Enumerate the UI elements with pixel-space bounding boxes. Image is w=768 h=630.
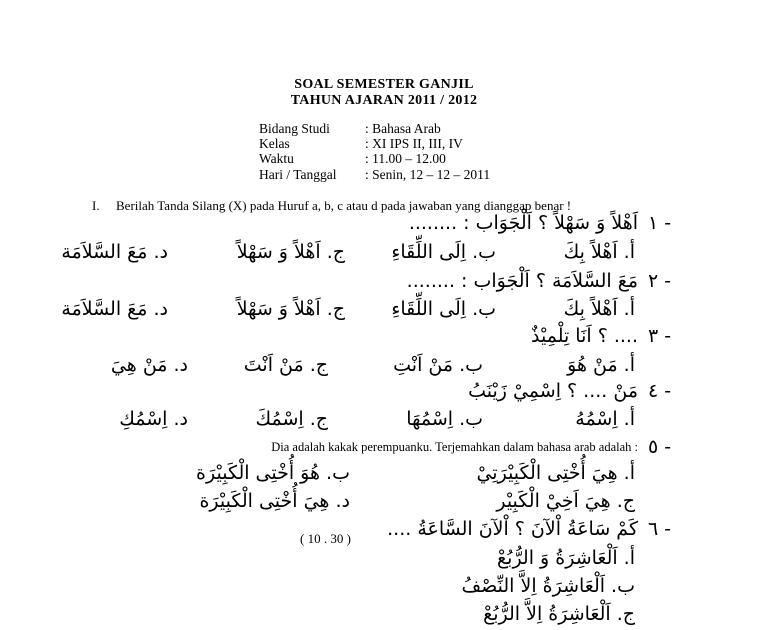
question-text: Dia adalah kakak perempuanku. Terjemahkan dalam bahasa arab adalah : <box>271 440 638 454</box>
document-title: SOAL SEMESTER GANJIL <box>294 77 474 92</box>
info-value: : Bahasa Arab <box>365 121 441 136</box>
document-subtitle: TAHUN AJARAN 2011 / 2012 <box>290 93 478 108</box>
option-a: أ. اَهْلاً بِكَ <box>563 298 635 320</box>
question-number: ١ - <box>648 212 672 234</box>
info-value: : XI IPS II, III, IV <box>365 136 463 152</box>
info-row <box>259 121 490 136</box>
option-c: ج. هِيَ اَخِيْ الْكَبِيْر <box>496 490 635 512</box>
option-d: د. مَنْ هِيَ <box>110 354 188 376</box>
question-text: اَهْلاً وَ سَهْلاً ؟ اَلْجَوَاب : ........ <box>408 212 638 234</box>
option-b: ب. اِسْمُهَا <box>406 408 483 430</box>
info-value: : Senin, 12 – 12 – 2011 <box>365 166 491 182</box>
question-text: مَنْ .... ؟ اِسْمِيْ زَيْنَبُ <box>468 380 638 402</box>
info-key: Hari / Tanggal <box>259 166 337 182</box>
option-b: ب. مَنْ اَنْتِ <box>393 354 483 376</box>
option-a: أ. اِسْمُهُ <box>575 408 635 430</box>
question-number: ٤ - <box>648 380 672 402</box>
option-d: د. هِيَ أُخْتِى الْكَبِيْرَة <box>199 490 350 512</box>
instruction-text: Berilah Tanda Silang (X) pada Huruf a, b, c atau d pada jawaban yang dianggap benar ! <box>116 198 572 213</box>
exam-info <box>259 121 490 182</box>
question-number: ٦ - <box>648 518 672 540</box>
info-row <box>259 167 490 182</box>
info-row <box>259 151 490 166</box>
question-number: ٢ - <box>648 270 672 292</box>
section-number: I. <box>92 198 100 213</box>
option-b: ب. اِلَى اللِّقَاءِ <box>391 298 496 320</box>
question-text: .... ؟ اَنَا تِلْمِيْذٌ <box>531 325 638 347</box>
option-d: د. مَعَ السَّلاَمَة <box>61 241 168 263</box>
option-c: ج. اِسْمُكَ <box>255 408 328 430</box>
question-number: ٥ - <box>648 436 672 458</box>
option-d: د. مَعَ السَّلاَمَة <box>61 298 168 320</box>
option-a: أ. مَنْ هُوَ <box>567 354 635 376</box>
option-c: ج. مَنْ اَنْتَ <box>243 354 328 376</box>
option-c: ج. اَلْعَاشِرَةُ اِلاَّ الرُّبُعْ <box>483 603 635 625</box>
option-a: أ. اَهْلاً بِكَ <box>563 241 635 263</box>
option-d: د. اِسْمُكِ <box>119 408 188 430</box>
question-number: ٣ - <box>648 325 672 347</box>
time-hint: ( 10 . 30 ) <box>300 531 351 546</box>
question-text: مَعَ السَّلاَمَة ؟ اَلْجَوَاب : ........ <box>406 270 638 292</box>
option-a: أ. اَلْعَاشِرَةُ وَ الرُّبُعْ <box>497 547 635 569</box>
option-c: ج. اَهْلاً وَ سَهْلاً <box>236 298 345 320</box>
info-key: Waktu <box>259 151 294 167</box>
info-value: : 11.00 – 12.00 <box>365 151 446 167</box>
option-b: ب. اِلَى اللِّقَاءِ <box>391 241 496 263</box>
option-b: ب. اَلْعَاشِرَةُ اِلاَّ النِّصْفُ <box>461 575 635 597</box>
info-key: Kelas <box>259 136 290 152</box>
option-a: أ. هِيَ أُخْتِى الْكَبِيْرَتِيْ <box>476 462 635 484</box>
info-key: Bidang Studi <box>259 121 330 136</box>
question-text: كَمْ سَاعَةُ اْلآنَ ؟ اْلآنَ السَّاعَةُ .... <box>387 518 638 540</box>
info-row <box>259 136 490 151</box>
option-c: ج. اَهْلاً وَ سَهْلاً <box>236 241 345 263</box>
option-b: ب. هُوَ أُخْتِى الْكَبِيْرَة <box>196 462 350 484</box>
